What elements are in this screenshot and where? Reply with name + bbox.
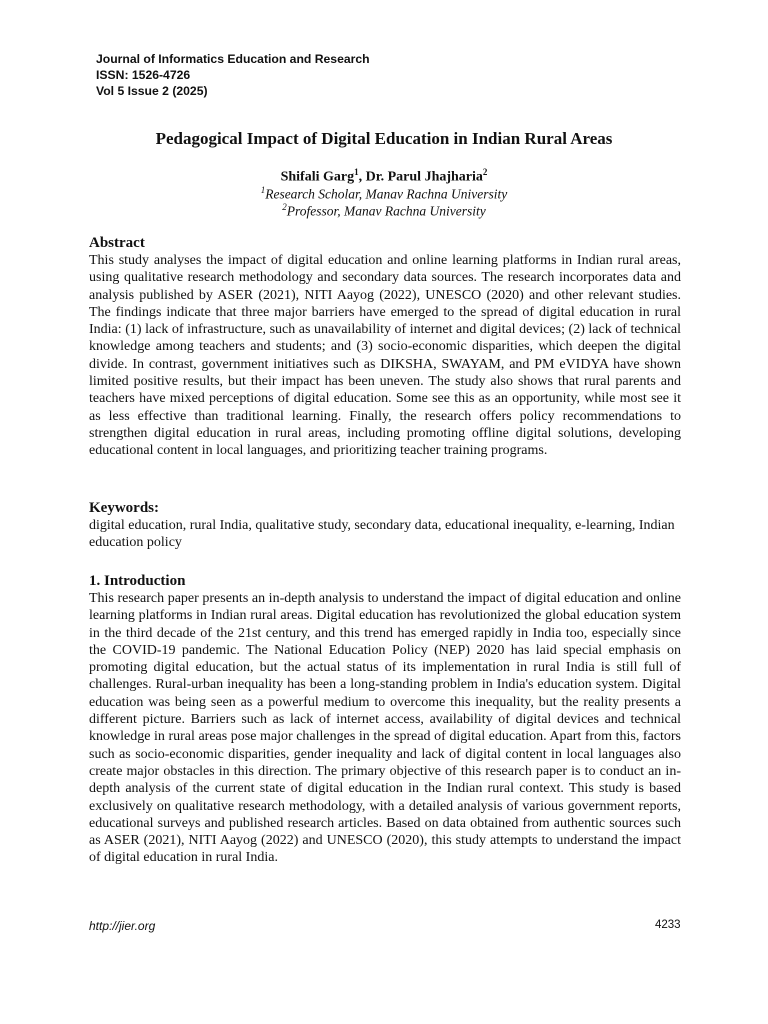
abstract-heading: Abstract [89, 235, 145, 251]
paper-title: Pedagogical Impact of Digital Education in Indian Rural Areas [155, 129, 613, 148]
affiliation-1-text: Research Scholar, Manav Rachna University [265, 186, 508, 202]
affiliation-2-sup: 2 [282, 202, 287, 212]
footer-url-link[interactable]: http://jier.org [89, 919, 156, 933]
abstract-text: This study analyses the impact of digital education and online learning platforms in Indian rural areas, using qualitative research methodology and secondary data sources. The research incorporates data and analysis published by ASER (2021), NITI Aayog (2022), UNESCO (2020) and other relevant studies. The findings indicate that three major barriers have emerged to the spread of digital education in rural India: (1) lack of infrastructure, such as unavailability of internet and digital devices; (2) lack of technical knowledge among teachers and students; and (3) socio-economic disparities, which deepen the digital divide. In contrast, government initiatives such as DIKSHA, SWAYAM, and PM eVIDYA have shown limited positive results, but their impact has been uneven. The study also shows that rural parents and teachers have mixed perceptions of digital education. Some see this as an opportunity, while most see it as less effective than traditional learning. Finally, the research offers policy recommendations to strengthen digital education in rural areas, including promoting offline digital solutions, developing educational content in local languages, and prioritizing teacher training programs. [89, 253, 681, 459]
journal-name: Journal of Informatics Education and Research [96, 52, 370, 66]
author-2-sup: 2 [482, 167, 488, 177]
journal-issn: ISSN: 1526-4726 [96, 68, 191, 82]
author-2: Dr. Parul Jhajharia [365, 169, 483, 185]
keywords-text: digital education, rural India, qualitative study, secondary data, educational inequality, e-learning, Indian education policy [89, 518, 675, 551]
introduction-text: This research paper presents an in-depth analysis to understand the impact of digital education and online learning platforms in Indian rural areas. Digital education has revolutionized the global education system in the third decade of the 21st century, and this trend has emerged rapidly in India too, especially since the COVID-19 pandemic. The National Education Policy (NEP) 2020 has laid special emphasis on promoting digital education, but the actual status of its implementation in rural India is still full of challenges. Rural-urban inequality has been a long-standing problem in India's education system. Digital education was being seen as a powerful medium to overcome this inequality, but the reality presents a different picture. Barriers such as lack of internet access, availability of digital devices and technical knowledge in rural areas pose major challenges in the spread of digital education. Apart from this, factors such as socio-economic disparities, gender inequality and lack of digital content in local languages also create major obstacles in this direction. The primary objective of this research paper is to conduct an in-depth analysis of the current state of digital education in the Indian rural context. This study is based exclusively on qualitative research methodology, with a detailed analysis of various government reports, educational surveys and published research articles. Based on data obtained from authentic sources such as ASER (2021), NITI Aayog (2022) and UNESCO (2020), this study attempts to understand the impact of digital education in rural India. [89, 591, 681, 866]
introduction-heading: 1. Introduction [89, 573, 186, 589]
page-number: 4233 [655, 919, 681, 931]
affiliation-2 [0, 202, 768, 220]
author-separator: , [358, 169, 366, 185]
author-1: Shifali Garg [280, 169, 355, 185]
journal-volume: Vol 5 Issue 2 (2025) [96, 84, 208, 98]
affiliation-2-text: Professor, Manav Rachna University [286, 203, 486, 219]
affiliation-1-sup: 1 [260, 185, 266, 195]
keywords-heading: Keywords: [89, 500, 159, 516]
author-1-sup: 1 [354, 167, 359, 177]
author-line [0, 167, 768, 186]
affiliation-1 [0, 185, 768, 203]
journal-header [96, 51, 370, 99]
